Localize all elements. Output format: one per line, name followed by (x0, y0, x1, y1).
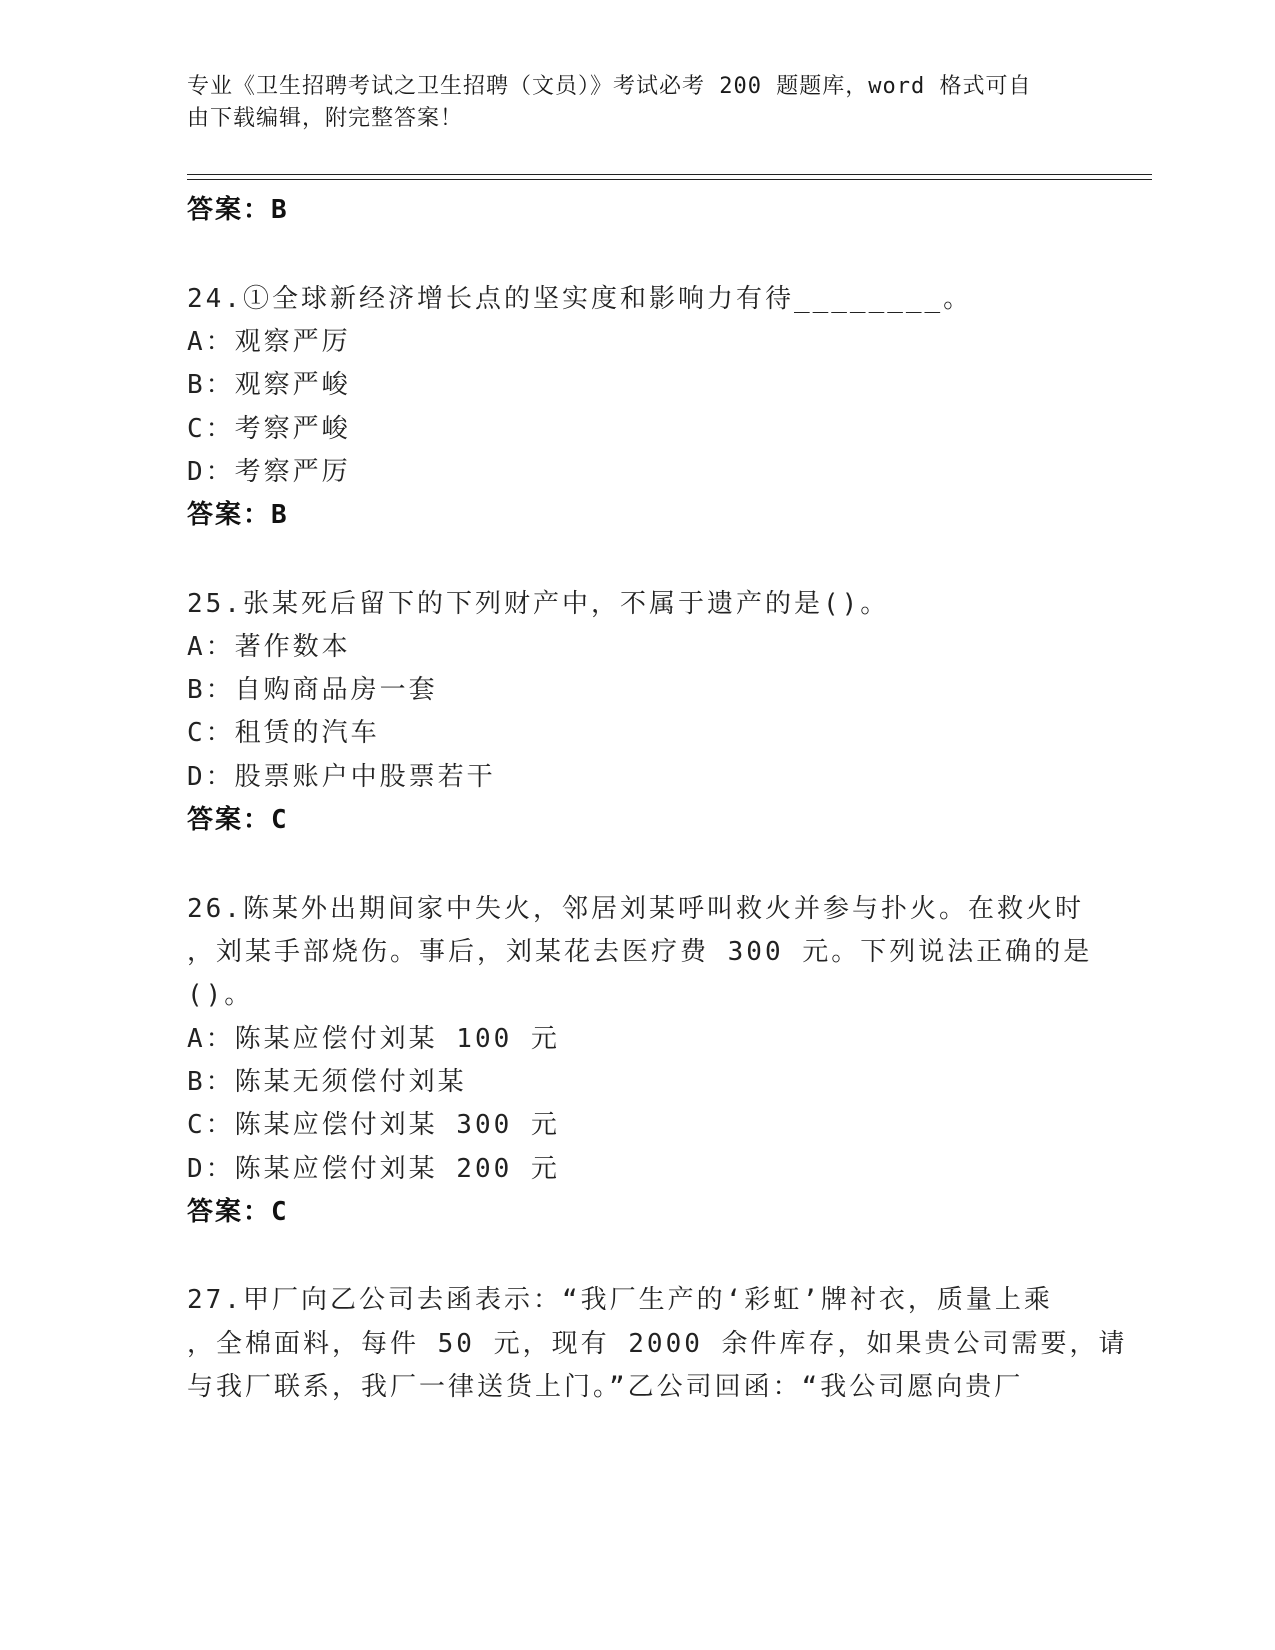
document-header-line-1: 专业《卫生招聘考试之卫生招聘（文员）》考试必考 200 题题库，word 格式可自 (187, 74, 1032, 99)
question-24-stem: 24.①全球新经济增长点的坚实度和影响力有待________。 (187, 284, 973, 314)
question-27-stem-line-3: 与我厂联系，我厂一律送货上门。”乙公司回函：“我公司愿向贵厂 (187, 1372, 1024, 1402)
document-header-line-2: 由下载编辑，附完整答案！ (187, 106, 464, 131)
question-24-option-a: A：观察严厉 (187, 327, 351, 357)
question-25-stem: 25.张某死后留下的下列财产中，不属于遗产的是()。 (187, 589, 890, 619)
question-27-stem-line-2: ，全棉面料，每件 50 元，现有 2000 余件库存，如果贵公司需要，请 (187, 1329, 1128, 1359)
question-26-stem-line-2: ，刘某手部烧伤。事后，刘某花去医疗费 300 元。下列说法正确的是 (187, 937, 1093, 967)
question-26-stem-line-1: 26.陈某外出期间家中失火，邻居刘某呼叫救火并参与扑火。在救火时 (187, 894, 1084, 924)
header-rule-top (187, 174, 1152, 175)
question-26-option-b: B：陈某无须偿付刘某 (187, 1067, 467, 1097)
question-26-stem-line-3: ()。 (187, 980, 254, 1010)
answer-26: 答案：C (187, 1197, 289, 1227)
question-25-option-c: C：租赁的汽车 (187, 718, 380, 748)
question-26-option-a: A：陈某应偿付刘某 100 元 (187, 1024, 560, 1054)
answer-25: 答案：C (187, 805, 289, 835)
question-24-option-d: D：考察严厉 (187, 457, 351, 487)
header-rule-bottom (187, 179, 1152, 180)
question-26-option-d: D：陈某应偿付刘某 200 元 (187, 1154, 560, 1184)
question-24-option-b: B：观察严峻 (187, 370, 351, 400)
question-25-option-d: D：股票账户中股票若干 (187, 762, 496, 792)
question-25-option-b: B：自购商品房一套 (187, 675, 438, 705)
answer-23: 答案：B (187, 195, 289, 225)
answer-24: 答案：B (187, 500, 289, 530)
question-24-option-c: C：考察严峻 (187, 414, 351, 444)
question-25-option-a: A：著作数本 (187, 632, 351, 662)
question-26-option-c: C：陈某应偿付刘某 300 元 (187, 1110, 560, 1140)
question-27-stem-line-1: 27.甲厂向乙公司去函表示：“我厂生产的‘彩虹’牌衬衣，质量上乘 (187, 1285, 1053, 1315)
